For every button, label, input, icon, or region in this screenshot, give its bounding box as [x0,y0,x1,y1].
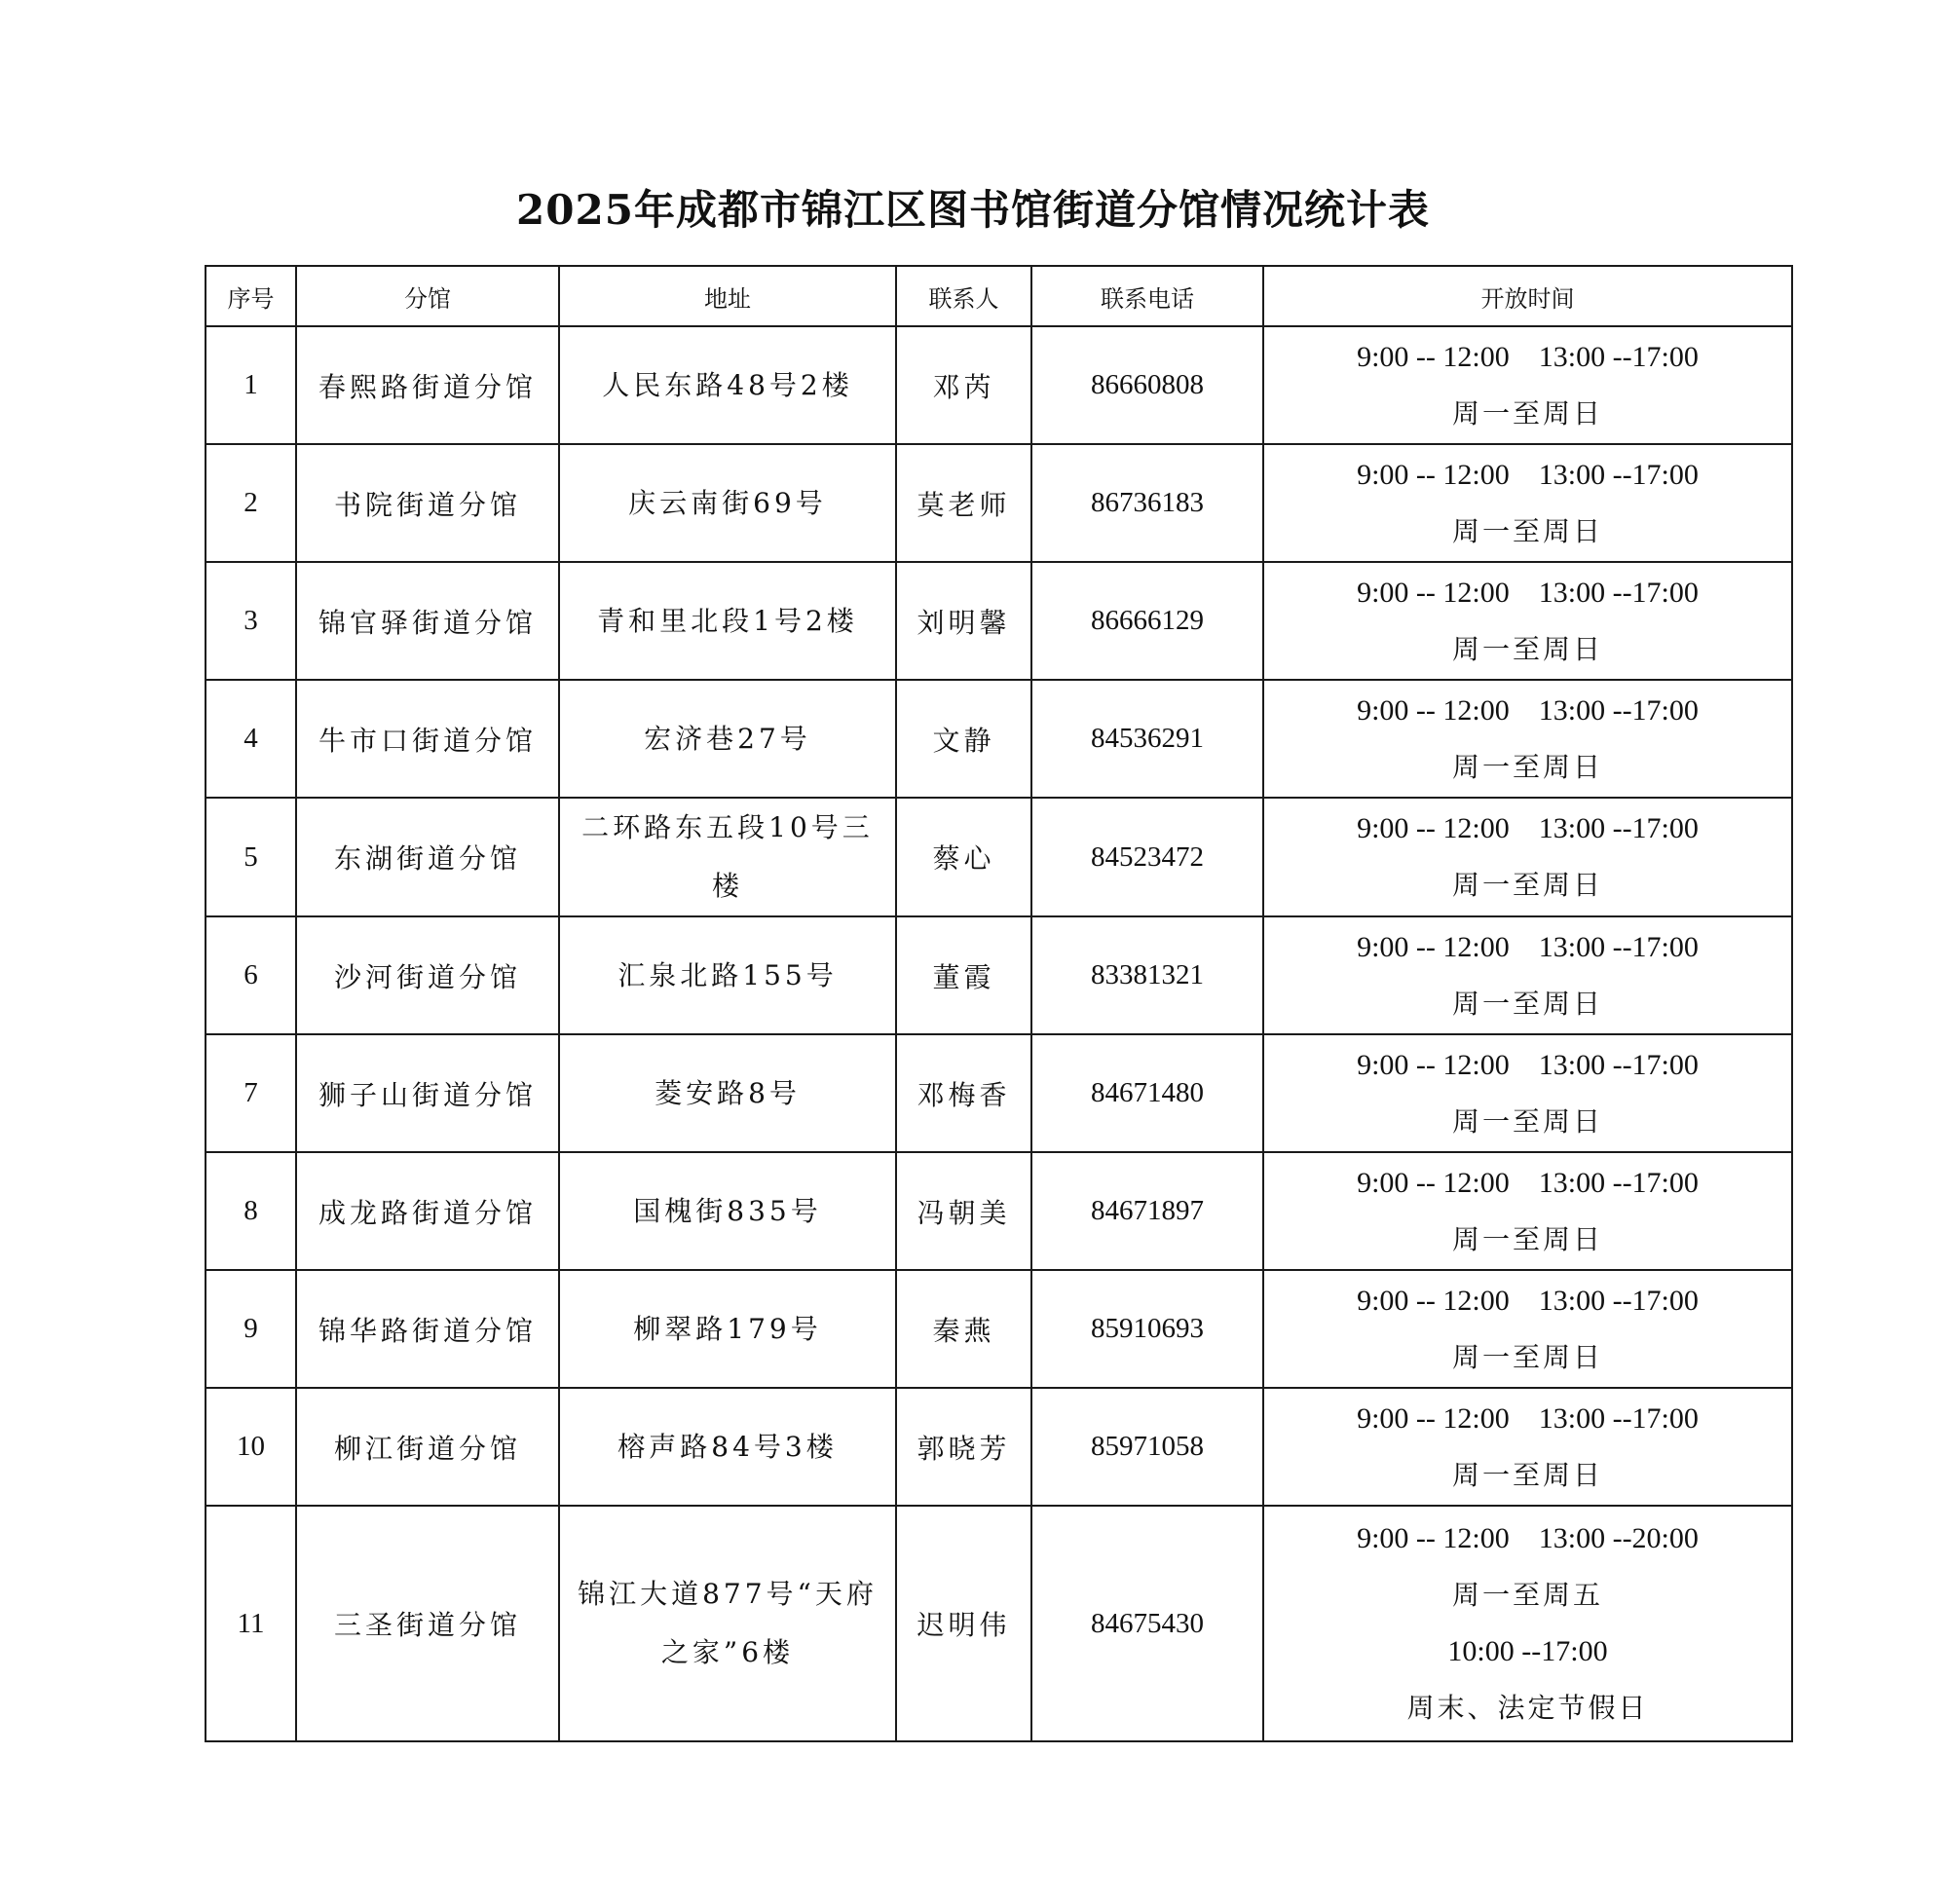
cell-hours [1263,1152,1792,1270]
hours-line: 周一至周日 [1451,1104,1603,1138]
cell-address [559,1388,896,1506]
cell-hours [1263,680,1792,798]
cell-no: 7 [206,1034,296,1152]
cell-phone: 84523472 [1031,798,1263,916]
hours-line: 9:00 -- 12:00 13:00 --17:00 [1357,340,1699,373]
cell-no: 2 [206,444,296,562]
cell-contact: 文静 [896,680,1031,798]
column-header-contact: 联系人 [896,266,1031,326]
column-header-branch: 分馆 [296,266,559,326]
cell-contact: 蔡心 [896,798,1031,916]
hours-line: 周一至周日 [1451,987,1603,1020]
cell-contact: 冯朝美 [896,1152,1031,1270]
cell-no: 3 [206,562,296,680]
hours-line: 9:00 -- 12:00 13:00 --17:00 [1357,576,1699,609]
table-row [206,1270,1792,1388]
cell-contact: 邓梅香 [896,1034,1031,1152]
table-row [206,1388,1792,1506]
cell-contact: 迟明伟 [896,1506,1031,1741]
hours-line: 9:00 -- 12:00 13:00 --17:00 [1357,458,1699,491]
cell-no: 1 [206,326,296,444]
cell-branch: 沙河街道分馆 [296,916,559,1034]
hours-line: 周一至周日 [1451,750,1603,783]
hours-line: 周一至周日 [1451,396,1603,429]
cell-contact: 莫老师 [896,444,1031,562]
cell-no: 11 [206,1506,296,1741]
cell-phone: 86660808 [1031,326,1263,444]
address-text: 庆云南街69号 [628,486,827,519]
table-row [206,1152,1792,1270]
cell-branch: 三圣街道分馆 [296,1506,559,1741]
address-text: 人民东路48号2楼 [602,368,853,401]
cell-phone: 83381321 [1031,916,1263,1034]
column-header-hours: 开放时间 [1263,266,1792,326]
hours-line: 9:00 -- 12:00 13:00 --17:00 [1357,930,1699,963]
column-header-no: 序号 [206,266,296,326]
column-header-address: 地址 [559,266,896,326]
table-row [206,680,1792,798]
hours-line: 9:00 -- 12:00 13:00 --17:00 [1357,693,1699,727]
cell-hours [1263,326,1792,444]
cell-phone: 85971058 [1031,1388,1263,1506]
cell-address [559,1152,896,1270]
column-header-phone: 联系电话 [1031,266,1263,326]
cell-no: 4 [206,680,296,798]
cell-address [559,1034,896,1152]
cell-address [559,798,896,916]
cell-hours [1263,562,1792,680]
cell-hours [1263,916,1792,1034]
hours-line: 周一至周日 [1451,1458,1603,1491]
cell-no: 6 [206,916,296,1034]
cell-no: 5 [206,798,296,916]
cell-address [559,326,896,444]
cell-contact: 秦燕 [896,1270,1031,1388]
page-title: 2025年成都市锦江区图书馆街道分馆情况统计表 [516,186,1430,234]
cell-phone: 84671897 [1031,1152,1263,1270]
address-text: 锦江大道877号“天府之家”6楼 [578,1578,878,1668]
hours-line: 周一至周五 [1451,1579,1603,1611]
cell-address [559,916,896,1034]
cell-address [559,444,896,562]
cell-branch: 锦官驿街道分馆 [296,562,559,680]
table-row [206,1506,1792,1741]
table-header-row [206,266,1792,326]
cell-branch: 牛市口街道分馆 [296,680,559,798]
address-text: 柳翠路179号 [633,1312,822,1345]
cell-hours [1263,798,1792,916]
cell-branch: 春熙路街道分馆 [296,326,559,444]
cell-contact: 刘明馨 [896,562,1031,680]
hours-line: 周末、法定节假日 [1406,1692,1649,1724]
table-row [206,916,1792,1034]
cell-contact: 郭晓芳 [896,1388,1031,1506]
cell-branch: 柳江街道分馆 [296,1388,559,1506]
cell-branch: 书院街道分馆 [296,444,559,562]
address-text: 榕声路84号3楼 [617,1430,838,1463]
table-row [206,326,1792,444]
hours-line: 周一至周日 [1451,514,1603,547]
hours-line: 10:00 --17:00 [1447,1635,1608,1667]
cell-contact: 董霞 [896,916,1031,1034]
cell-branch: 成龙路街道分馆 [296,1152,559,1270]
cell-hours [1263,1506,1792,1741]
cell-hours [1263,1388,1792,1506]
table-row [206,444,1792,562]
table-row [206,562,1792,680]
cell-hours [1263,1270,1792,1388]
cell-no: 8 [206,1152,296,1270]
table-row [206,798,1792,916]
hours-line: 周一至周日 [1451,632,1603,665]
cell-phone: 84536291 [1031,680,1263,798]
address-text: 宏济巷27号 [644,722,811,755]
cell-address [559,1270,896,1388]
cell-branch: 锦华路街道分馆 [296,1270,559,1388]
address-text: 国槐街835号 [633,1194,822,1227]
table-row [206,1034,1792,1152]
cell-phone: 84671480 [1031,1034,1263,1152]
hours-line: 9:00 -- 12:00 13:00 --17:00 [1357,1284,1699,1317]
cell-hours [1263,1034,1792,1152]
hours-line: 周一至周日 [1451,1340,1603,1373]
cell-phone: 84675430 [1031,1506,1263,1741]
hours-line: 9:00 -- 12:00 13:00 --20:00 [1357,1522,1699,1554]
branch-table [205,265,1793,1742]
cell-address [559,680,896,798]
cell-no: 10 [206,1388,296,1506]
cell-branch: 狮子山街道分馆 [296,1034,559,1152]
hours-line: 9:00 -- 12:00 13:00 --17:00 [1357,1048,1699,1081]
cell-phone: 86666129 [1031,562,1263,680]
address-text: 汇泉北路155号 [617,958,838,991]
cell-phone: 85910693 [1031,1270,1263,1388]
cell-address [559,562,896,680]
cell-no: 9 [206,1270,296,1388]
cell-address [559,1506,896,1741]
address-text: 菱安路8号 [655,1076,801,1109]
cell-hours [1263,444,1792,562]
cell-branch: 东湖街道分馆 [296,798,559,916]
hours-line: 周一至周日 [1451,869,1603,901]
cell-phone: 86736183 [1031,444,1263,562]
hours-line: 9:00 -- 12:00 13:00 --17:00 [1357,1401,1699,1435]
hours-line: 9:00 -- 12:00 13:00 --17:00 [1357,812,1699,844]
hours-line: 周一至周日 [1451,1222,1603,1255]
hours-line: 9:00 -- 12:00 13:00 --17:00 [1357,1166,1699,1199]
address-text: 青和里北段1号2楼 [597,604,858,637]
cell-contact: 邓芮 [896,326,1031,444]
address-text: 二环路东五段10号三楼 [581,811,874,902]
